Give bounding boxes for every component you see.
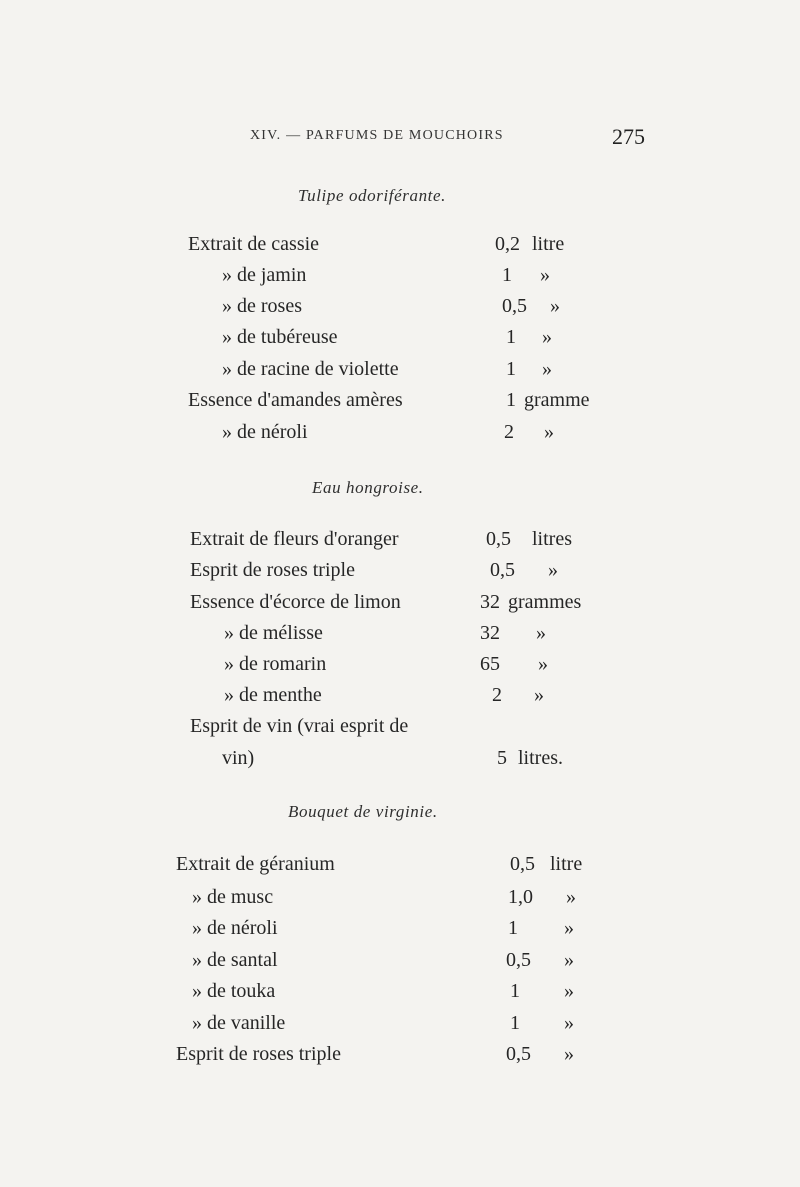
ingredient-quantity: 1 (508, 917, 518, 939)
ingredient-unit: » (538, 653, 548, 675)
ingredient-unit: litre (550, 853, 583, 875)
ingredient-quantity: 0,5 (510, 853, 535, 875)
ingredient-quantity: 32 (480, 622, 500, 644)
ingredient-unit: » (550, 295, 560, 317)
ingredient-name: » de romarin (224, 653, 327, 675)
ingredient-quantity: 1 (510, 980, 520, 1002)
ingredient-quantity: 0,2 (495, 233, 520, 255)
ingredient-name: Esprit de roses triple (176, 1043, 341, 1065)
ingredient-name: » de jamin (222, 264, 307, 286)
ingredient-quantity: 32 (480, 591, 500, 613)
ingredient-unit: » (544, 421, 554, 443)
ingredient-quantity: 1 (510, 1012, 520, 1034)
ingredient-unit: » (548, 559, 558, 581)
ingredient-name: Essence d'amandes amères (188, 389, 403, 411)
ingredient-quantity: 0,5 (506, 949, 531, 971)
ingredient-name: Esprit de roses triple (190, 559, 355, 581)
section-title: Tulipe odoriférante. (298, 186, 446, 205)
ingredient-unit: gramme (524, 389, 590, 411)
ingredient-quantity: 0,5 (490, 559, 515, 581)
ingredient-name: vin) (222, 747, 255, 769)
ingredient-quantity: 1 (502, 264, 512, 286)
ingredient-name: Extrait de cassie (188, 233, 320, 255)
ingredient-unit: » (534, 684, 544, 706)
ingredient-unit: » (564, 980, 574, 1002)
ingredient-name: » de menthe (224, 684, 322, 706)
running-head: XIV. — PARFUMS DE MOUCHOIRS (250, 128, 504, 143)
ingredient-name: » de tubéreuse (222, 326, 338, 348)
ingredient-unit: » (564, 1043, 574, 1065)
ingredient-unit: » (564, 1012, 574, 1034)
ingredient-unit: » (566, 886, 576, 908)
ingredient-name: » de néroli (192, 917, 278, 939)
section-title: Bouquet de virginie. (288, 802, 438, 821)
ingredient-unit: » (564, 917, 574, 939)
page-header (0, 124, 800, 154)
ingredient-unit: » (536, 622, 546, 644)
ingredient-unit: litres (532, 528, 572, 550)
ingredient-name: Extrait de fleurs d'oranger (190, 528, 399, 550)
ingredient-quantity: 5 (497, 747, 507, 769)
ingredient-name: » de néroli (222, 421, 308, 443)
section-title: Eau hongroise. (312, 478, 424, 497)
ingredient-quantity: 1 (506, 326, 516, 348)
ingredient-unit: litres. (518, 747, 563, 769)
ingredient-quantity: 2 (504, 421, 514, 443)
ingredient-name: Esprit de vin (vrai esprit de (190, 715, 409, 737)
ingredient-unit: grammes (508, 591, 582, 613)
ingredient-name: » de racine de violette (222, 358, 399, 380)
page-number: 275 (612, 124, 645, 149)
ingredient-unit: » (564, 949, 574, 971)
ingredient-quantity: 2 (492, 684, 502, 706)
ingredient-name: » de santal (192, 949, 278, 971)
ingredient-name: » de roses (222, 295, 302, 317)
ingredient-quantity: 0,5 (486, 528, 511, 550)
ingredient-name: Essence d'écorce de limon (190, 591, 401, 613)
ingredient-name: » de touka (192, 980, 276, 1002)
ingredient-quantity: 1,0 (508, 886, 533, 908)
ingredient-name: » de mélisse (224, 622, 323, 644)
ingredient-quantity: 65 (480, 653, 500, 675)
ingredient-quantity: 0,5 (506, 1043, 531, 1065)
ingredient-name: » de musc (192, 886, 274, 908)
ingredient-quantity: 0,5 (502, 295, 527, 317)
ingredient-quantity: 1 (506, 389, 516, 411)
ingredient-name: » de vanille (192, 1012, 286, 1034)
ingredient-quantity: 1 (506, 358, 516, 380)
ingredient-name: Extrait de géranium (176, 853, 335, 875)
ingredient-unit: litre (532, 233, 565, 255)
ingredient-unit: » (540, 264, 550, 286)
ingredient-unit: » (542, 326, 552, 348)
ingredient-unit: » (542, 358, 552, 380)
